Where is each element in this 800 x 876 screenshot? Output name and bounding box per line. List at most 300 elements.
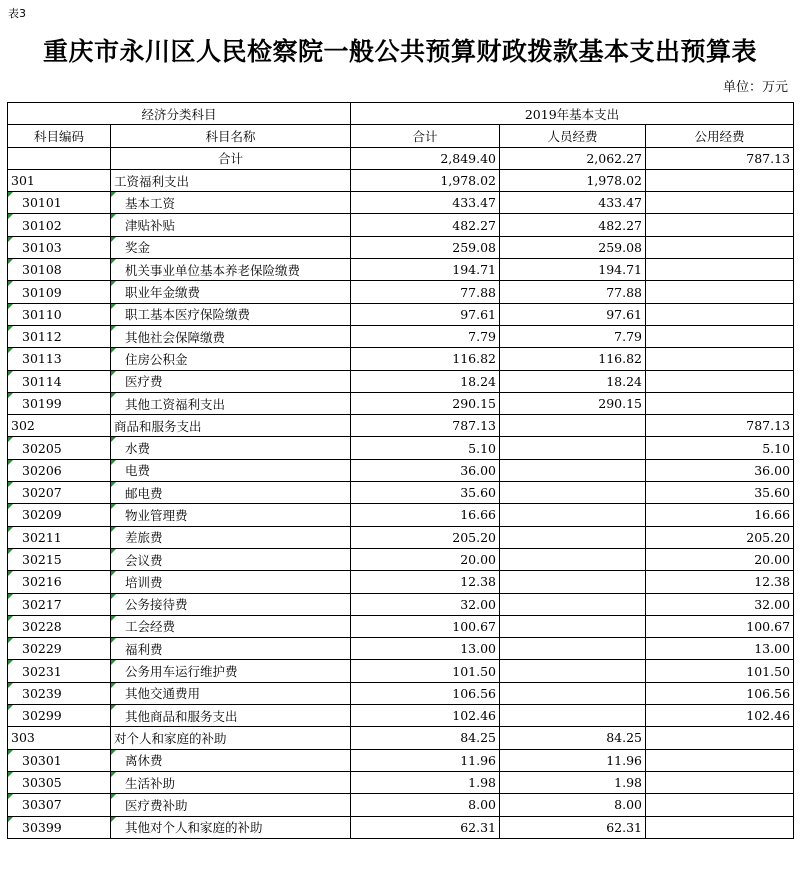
row-code-text: 30108 <box>22 262 62 278</box>
row-personnel <box>500 705 646 727</box>
row-code <box>8 660 111 682</box>
row-name-text: 其他对个人和家庭的补助 <box>125 820 263 836</box>
row-public <box>646 794 794 816</box>
row-public <box>646 504 794 526</box>
row-total <box>351 259 500 281</box>
cell-note-marker-icon <box>8 527 13 532</box>
row-total-text: 12.38 <box>460 574 497 590</box>
row-name-text: 水费 <box>125 441 151 457</box>
cell-note-marker-icon <box>8 482 13 487</box>
cell-note-marker-icon <box>111 527 116 532</box>
row-name <box>111 548 351 570</box>
table-row <box>8 526 794 548</box>
row-name-text: 工会经费 <box>125 619 176 635</box>
row-name <box>111 236 351 258</box>
row-name-text: 培训费 <box>125 574 163 590</box>
total-public: 787.13 <box>646 147 794 169</box>
row-personnel-text: 1,978.02 <box>586 173 643 189</box>
cell-note-marker-icon <box>111 326 116 331</box>
row-total-text: 205.20 <box>452 529 497 545</box>
row-code <box>8 482 111 504</box>
cell-note-marker-icon <box>111 750 116 755</box>
cell-note-marker-icon <box>111 237 116 242</box>
row-total-text: 35.60 <box>460 485 497 501</box>
row-code-text: 303 <box>11 730 35 746</box>
row-name-text: 津贴补贴 <box>125 218 176 234</box>
row-total-text: 1,978.02 <box>440 173 497 189</box>
table-row <box>8 325 794 347</box>
row-total <box>351 236 500 258</box>
row-name-text: 离休费 <box>125 753 163 769</box>
group-header-row <box>8 103 794 125</box>
cell-note-marker-icon <box>8 214 13 219</box>
row-code <box>8 437 111 459</box>
table-row <box>8 236 794 258</box>
row-name <box>111 415 351 437</box>
row-personnel <box>500 816 646 838</box>
row-personnel <box>500 660 646 682</box>
row-name <box>111 437 351 459</box>
row-public <box>646 593 794 615</box>
cell-note-marker-icon <box>111 794 116 799</box>
row-personnel <box>500 593 646 615</box>
table-row <box>8 571 794 593</box>
row-code <box>8 303 111 325</box>
cell-note-marker-icon <box>111 616 116 621</box>
cell-note-marker-icon <box>111 259 116 264</box>
row-total <box>351 526 500 548</box>
row-code-text: 30228 <box>22 618 62 634</box>
row-total <box>351 682 500 704</box>
row-name-text: 基本工资 <box>125 195 176 211</box>
row-name <box>111 281 351 303</box>
row-public <box>646 482 794 504</box>
row-code <box>8 705 111 727</box>
row-public-text: 205.20 <box>746 529 791 545</box>
col-header-code: 科目编码 <box>8 125 111 147</box>
row-total <box>351 504 500 526</box>
row-total-text: 194.71 <box>452 262 497 278</box>
row-public <box>646 303 794 325</box>
row-code-text: 302 <box>11 418 35 434</box>
row-code-text: 30114 <box>22 373 62 389</box>
table-row <box>8 593 794 615</box>
row-total <box>351 415 500 437</box>
row-total <box>351 615 500 637</box>
row-name <box>111 504 351 526</box>
table-row <box>8 727 794 749</box>
cell-note-marker-icon <box>111 638 116 643</box>
row-public-text: 13.00 <box>754 641 791 657</box>
row-name-text: 公务用车运行维护费 <box>125 664 238 680</box>
cell-note-marker-icon <box>8 259 13 264</box>
row-personnel <box>500 571 646 593</box>
row-code-text: 30101 <box>22 195 62 211</box>
row-name-text: 差旅费 <box>125 530 163 546</box>
row-personnel-text: 259.08 <box>598 239 643 255</box>
row-name <box>111 459 351 481</box>
row-name-text: 工资福利支出 <box>114 173 190 189</box>
row-code <box>8 236 111 258</box>
cell-note-marker-icon <box>111 549 116 554</box>
row-name-text: 其他社会保障缴费 <box>125 329 226 345</box>
table-row <box>8 816 794 838</box>
row-name <box>111 705 351 727</box>
row-code <box>8 392 111 414</box>
row-code <box>8 638 111 660</box>
row-name-text: 职工基本医疗保险缴费 <box>125 307 251 323</box>
row-personnel <box>500 370 646 392</box>
cell-note-marker-icon <box>8 304 13 309</box>
row-public-text: 102.46 <box>746 708 791 724</box>
row-public-text: 32.00 <box>754 596 791 612</box>
row-personnel <box>500 727 646 749</box>
row-total-text: 5.10 <box>468 440 497 456</box>
row-public <box>646 348 794 370</box>
row-personnel-text: 433.47 <box>598 195 643 211</box>
row-name-text: 电费 <box>125 463 151 479</box>
row-total-text: 16.66 <box>460 507 497 523</box>
row-code-text: 30217 <box>22 596 62 612</box>
total-row <box>8 147 794 169</box>
row-name-text: 住房公积金 <box>125 351 188 367</box>
page-title: 重庆市永川区人民检察院一般公共预算财政拨款基本支出预算表 <box>42 37 757 66</box>
table-number-tag: 表3 <box>8 7 26 20</box>
cell-note-marker-icon <box>111 660 116 665</box>
row-public <box>646 638 794 660</box>
col-header-personnel: 人员经费 <box>500 125 646 147</box>
table-row <box>8 749 794 771</box>
row-public <box>646 370 794 392</box>
cell-note-marker-icon <box>111 304 116 309</box>
row-code <box>8 526 111 548</box>
row-code <box>8 615 111 637</box>
table-row <box>8 281 794 303</box>
row-name-text: 物业管理费 <box>125 507 188 523</box>
row-code <box>8 571 111 593</box>
row-public <box>646 392 794 414</box>
row-total-text: 7.79 <box>468 329 497 345</box>
row-name-text: 医疗费补助 <box>125 797 188 813</box>
row-code <box>8 348 111 370</box>
table-row <box>8 504 794 526</box>
row-public-text: 787.13 <box>746 418 791 434</box>
row-code <box>8 682 111 704</box>
row-code-text: 30102 <box>22 217 62 233</box>
row-personnel <box>500 615 646 637</box>
row-public <box>646 169 794 191</box>
row-code <box>8 259 111 281</box>
total-personnel: 2,062.27 <box>500 147 646 169</box>
row-name <box>111 526 351 548</box>
row-code-text: 30399 <box>22 819 62 835</box>
row-public-text: 12.38 <box>754 574 791 590</box>
row-personnel-text: 194.71 <box>598 262 643 278</box>
row-public <box>646 571 794 593</box>
row-name <box>111 325 351 347</box>
row-total <box>351 370 500 392</box>
row-total <box>351 705 500 727</box>
row-total-text: 101.50 <box>452 663 497 679</box>
row-total <box>351 392 500 414</box>
row-total <box>351 214 500 236</box>
row-total <box>351 281 500 303</box>
row-name-text: 邮电费 <box>125 485 163 501</box>
row-total-text: 102.46 <box>452 708 497 724</box>
cell-note-marker-icon <box>8 660 13 665</box>
row-personnel <box>500 303 646 325</box>
row-code-text: 30211 <box>22 529 62 545</box>
row-total <box>351 571 500 593</box>
cell-note-marker-icon <box>8 683 13 688</box>
row-public <box>646 660 794 682</box>
table-row <box>8 392 794 414</box>
row-name-text: 其他工资福利支出 <box>125 396 226 412</box>
row-personnel <box>500 281 646 303</box>
row-name-text: 其他商品和服务支出 <box>125 708 238 724</box>
row-name-text: 公务接待费 <box>125 597 188 613</box>
row-code-text: 30307 <box>22 797 62 813</box>
cell-note-marker-icon <box>111 460 116 465</box>
row-name <box>111 259 351 281</box>
row-code <box>8 794 111 816</box>
cell-note-marker-icon <box>111 214 116 219</box>
row-public <box>646 281 794 303</box>
row-public <box>646 459 794 481</box>
row-total-text: 36.00 <box>460 462 497 478</box>
row-personnel <box>500 794 646 816</box>
row-personnel <box>500 437 646 459</box>
row-name <box>111 816 351 838</box>
row-personnel <box>500 682 646 704</box>
row-personnel-text: 290.15 <box>598 396 643 411</box>
row-public <box>646 192 794 214</box>
row-code-text: 30299 <box>22 708 62 724</box>
row-personnel <box>500 526 646 548</box>
row-total <box>351 303 500 325</box>
row-name <box>111 727 351 749</box>
cell-note-marker-icon <box>8 571 13 576</box>
row-personnel <box>500 638 646 660</box>
row-public <box>646 236 794 258</box>
row-name <box>111 303 351 325</box>
cell-note-marker-icon <box>111 348 116 353</box>
row-code <box>8 370 111 392</box>
cell-note-marker-icon <box>8 750 13 755</box>
row-code-text: 30205 <box>22 440 62 456</box>
row-personnel-text: 62.31 <box>606 819 643 835</box>
table-row <box>8 548 794 570</box>
row-total-text: 11.96 <box>460 752 497 768</box>
cell-note-marker-icon <box>111 683 116 688</box>
cell-note-marker-icon <box>111 504 116 509</box>
row-total-text: 1.98 <box>468 775 497 791</box>
table-row <box>8 303 794 325</box>
row-total <box>351 660 500 682</box>
table-row <box>8 214 794 236</box>
row-personnel-text: 18.24 <box>606 373 643 389</box>
row-name-text: 机关事业单位基本养老保险缴费 <box>125 262 301 278</box>
row-name-text: 其他交通费用 <box>125 686 201 702</box>
budget-table <box>7 102 794 839</box>
economic-category-header: 经济分类科目 <box>8 103 351 125</box>
cell-note-marker-icon <box>8 772 13 777</box>
row-name <box>111 794 351 816</box>
table-row <box>8 169 794 191</box>
row-total <box>351 169 500 191</box>
row-name <box>111 370 351 392</box>
row-personnel <box>500 392 646 414</box>
table-row <box>8 192 794 214</box>
table-row <box>8 705 794 727</box>
row-code-text: 30216 <box>22 574 62 590</box>
row-public <box>646 771 794 793</box>
row-personnel-text: 116.82 <box>598 351 643 367</box>
row-code-text: 30301 <box>22 752 62 768</box>
unit-label: 单位：万元 <box>722 80 788 95</box>
row-public <box>646 615 794 637</box>
col-header-public: 公用经费 <box>646 125 794 147</box>
cell-note-marker-icon <box>111 371 116 376</box>
row-total-text: 259.08 <box>452 239 497 255</box>
row-personnel-text: 11.96 <box>606 752 643 768</box>
row-total-text: 13.00 <box>460 641 497 657</box>
row-public <box>646 727 794 749</box>
row-personnel-text: 1.98 <box>614 775 643 791</box>
cell-note-marker-icon <box>8 326 13 331</box>
row-personnel <box>500 548 646 570</box>
cell-note-marker-icon <box>8 616 13 621</box>
row-public-text: 20.00 <box>754 552 791 568</box>
cell-note-marker-icon <box>111 817 116 822</box>
table-row <box>8 259 794 281</box>
table-row <box>8 638 794 660</box>
row-personnel <box>500 259 646 281</box>
cell-note-marker-icon <box>8 638 13 643</box>
row-code <box>8 281 111 303</box>
row-public <box>646 214 794 236</box>
cell-note-marker-icon <box>111 281 116 286</box>
row-name-text: 福利费 <box>125 641 163 657</box>
cell-note-marker-icon <box>111 393 116 398</box>
cell-note-marker-icon <box>8 371 13 376</box>
cell-note-marker-icon <box>8 705 13 710</box>
row-total-text: 84.25 <box>460 730 497 746</box>
row-public <box>646 259 794 281</box>
row-name <box>111 571 351 593</box>
row-code <box>8 192 111 214</box>
row-total-text: 290.15 <box>452 396 497 411</box>
row-personnel-text: 84.25 <box>606 730 643 746</box>
table-row <box>8 482 794 504</box>
row-total <box>351 192 500 214</box>
row-total <box>351 437 500 459</box>
row-name <box>111 214 351 236</box>
row-personnel <box>500 459 646 481</box>
row-total-text: 100.67 <box>452 618 497 634</box>
row-name-text: 医疗费 <box>125 374 163 390</box>
cell-note-marker-icon <box>111 705 116 710</box>
row-public <box>646 415 794 437</box>
cell-note-marker-icon <box>111 772 116 777</box>
row-total <box>351 459 500 481</box>
table-row <box>8 771 794 793</box>
cell-note-marker-icon <box>8 237 13 242</box>
cell-note-marker-icon <box>8 393 13 398</box>
row-total-text: 77.88 <box>460 284 497 300</box>
row-total <box>351 727 500 749</box>
table-row <box>8 682 794 704</box>
row-personnel <box>500 214 646 236</box>
row-public <box>646 325 794 347</box>
col-header-name: 科目名称 <box>111 125 351 147</box>
row-code-text: 30112 <box>22 329 62 345</box>
cell-note-marker-icon <box>111 192 116 197</box>
row-name-text: 生活补助 <box>125 775 176 791</box>
row-code-text: 30206 <box>22 462 62 478</box>
row-total <box>351 638 500 660</box>
table-row <box>8 370 794 392</box>
row-code-text: 30207 <box>22 485 62 501</box>
row-name <box>111 482 351 504</box>
row-name-text: 奖金 <box>125 240 151 256</box>
row-code-text: 30109 <box>22 284 62 300</box>
cell-note-marker-icon <box>8 281 13 286</box>
row-code <box>8 749 111 771</box>
row-personnel-text: 7.79 <box>614 329 643 345</box>
row-code-text: 30209 <box>22 507 62 523</box>
row-name-text: 对个人和家庭的补助 <box>114 730 227 746</box>
row-public <box>646 705 794 727</box>
row-public-text: 106.56 <box>746 685 791 701</box>
cell-note-marker-icon <box>111 571 116 576</box>
row-personnel <box>500 348 646 370</box>
row-code-text: 30113 <box>22 351 62 367</box>
row-personnel <box>500 749 646 771</box>
cell-note-marker-icon <box>8 504 13 509</box>
column-header-row <box>8 125 794 147</box>
row-name <box>111 593 351 615</box>
row-public <box>646 816 794 838</box>
total-code-cell <box>8 147 111 169</box>
row-public-text: 5.10 <box>762 440 791 456</box>
row-code <box>8 816 111 838</box>
row-total-text: 18.24 <box>460 373 497 389</box>
cell-note-marker-icon <box>8 549 13 554</box>
row-total <box>351 771 500 793</box>
row-personnel <box>500 192 646 214</box>
row-total <box>351 593 500 615</box>
row-total-text: 787.13 <box>452 418 497 434</box>
year-basic-expenditure-header: 2019年基本支出 <box>351 103 794 125</box>
row-public-text: 35.60 <box>754 485 791 501</box>
row-name <box>111 682 351 704</box>
row-total <box>351 548 500 570</box>
row-total-text: 482.27 <box>452 217 497 233</box>
row-public-text: 101.50 <box>746 663 791 679</box>
row-code <box>8 771 111 793</box>
row-public-text: 36.00 <box>754 462 791 478</box>
row-name-text: 商品和服务支出 <box>114 418 202 434</box>
row-total-text: 8.00 <box>468 797 497 813</box>
row-personnel <box>500 415 646 437</box>
row-total-text: 62.31 <box>460 819 497 835</box>
row-public <box>646 526 794 548</box>
row-total <box>351 482 500 504</box>
table-row <box>8 415 794 437</box>
row-personnel <box>500 236 646 258</box>
row-name <box>111 192 351 214</box>
